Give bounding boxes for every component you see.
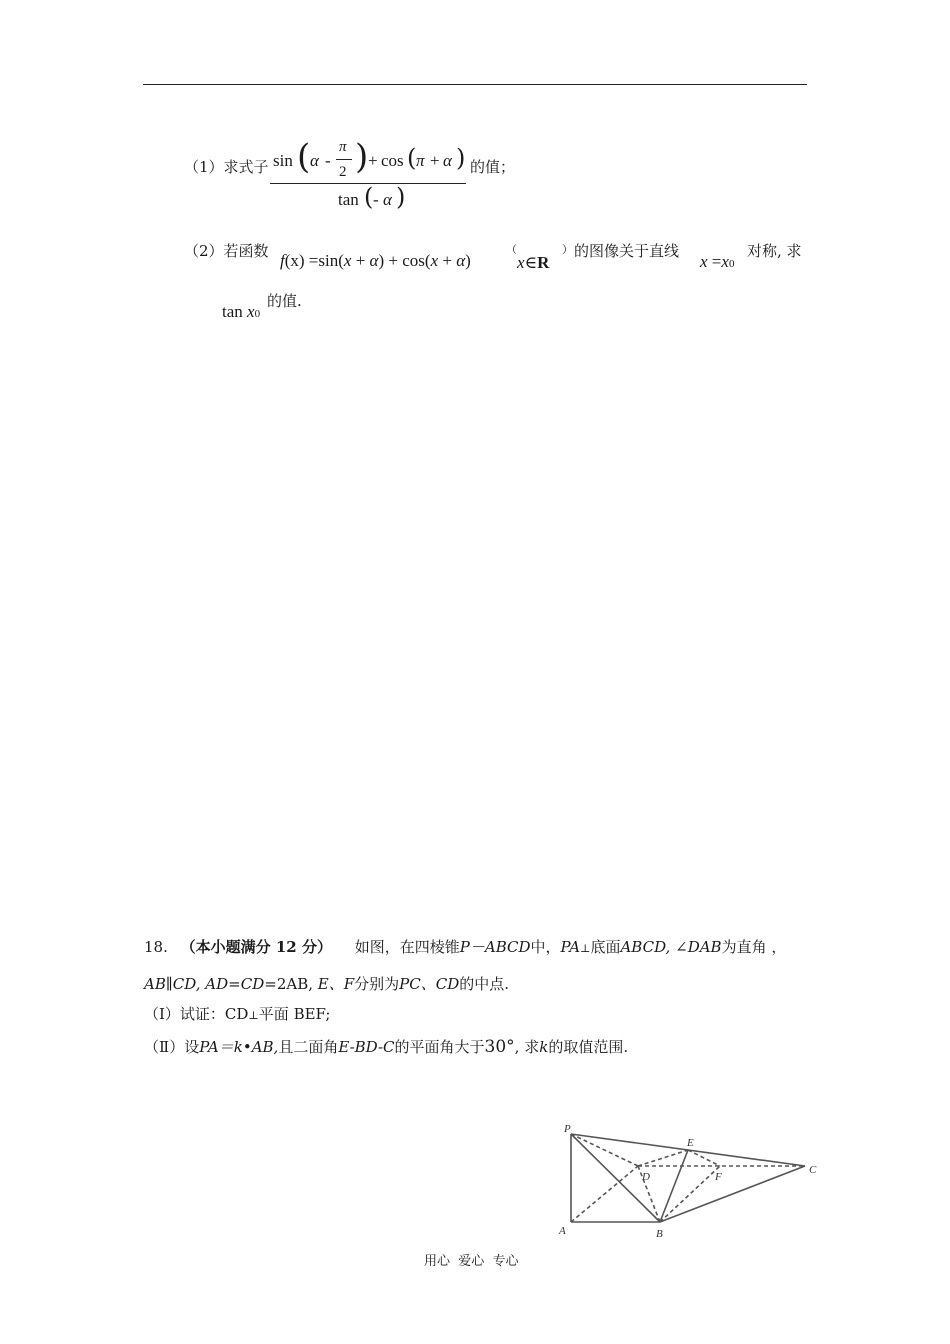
den-lparen: ( bbox=[364, 183, 374, 211]
problem18-q2-k: k bbox=[539, 1038, 549, 1056]
problem18-pa: PA bbox=[560, 938, 581, 956]
problem18-intro: 如图，在四棱锥 bbox=[354, 938, 460, 956]
label-c: C bbox=[809, 1164, 817, 1176]
domain-close: ） bbox=[562, 243, 573, 256]
part1-label: （1）求式子 bbox=[184, 158, 269, 176]
inner-fraction-bar bbox=[336, 159, 352, 160]
symmetry-text: 的图像关于直线 bbox=[574, 242, 680, 260]
den-alpha: α bbox=[383, 190, 392, 209]
label-p: P bbox=[564, 1123, 571, 1135]
num-sin: sin bbox=[273, 151, 293, 170]
problem18-are: 分别为 bbox=[354, 975, 400, 993]
problem18-q1-perp: ⊥ bbox=[248, 1009, 259, 1022]
problem18-pc-cd: PC、CD bbox=[399, 975, 460, 993]
tan-x0 bbox=[222, 303, 260, 320]
edge-bf bbox=[660, 1166, 720, 1222]
symmetry-end: 对称, 求 bbox=[747, 242, 802, 260]
func-x2: x bbox=[430, 251, 439, 270]
num-pi: π bbox=[339, 139, 347, 155]
eq-x0: x bbox=[721, 252, 729, 271]
domain-open: （ bbox=[506, 243, 517, 256]
problem18-q1-text: 平面 BEF; bbox=[258, 1005, 331, 1023]
problem18-q2-pa: PA＝k bbox=[199, 1038, 243, 1056]
problem18-angle: ∠ bbox=[675, 938, 688, 956]
problem18-2ab: 2AB, bbox=[276, 975, 313, 993]
problem18-ef: E、F bbox=[312, 975, 355, 993]
label-d: D bbox=[642, 1171, 650, 1183]
problem18-q2 bbox=[144, 1039, 628, 1056]
problem18-q2-30deg: 30° bbox=[484, 1037, 515, 1057]
problem18-q2-dihedral: 且二面角 bbox=[278, 1038, 339, 1056]
problem18-q2-label: （Ⅱ）设 bbox=[144, 1038, 200, 1056]
domain-expression bbox=[517, 254, 549, 271]
num-cos-rparen: ) bbox=[456, 144, 466, 172]
label-e: E bbox=[687, 1137, 694, 1149]
tan-x0-x: x bbox=[247, 302, 255, 321]
num-cos-plus: + bbox=[430, 151, 440, 170]
num-cos: cos bbox=[381, 151, 404, 170]
edge-ad bbox=[571, 1166, 638, 1222]
problem18-line2 bbox=[144, 977, 509, 992]
problem18-number: 18. bbox=[144, 938, 168, 956]
problem18-perp: ⊥ bbox=[580, 942, 591, 955]
tan-x0-sub: 0 bbox=[254, 308, 261, 320]
problem18-ad-cd: CD, AD=CD= bbox=[172, 975, 277, 993]
problem18-q1-label: （Ⅰ）试证：CD bbox=[144, 1005, 249, 1023]
problem18-base: ABCD, bbox=[620, 938, 671, 956]
func-alpha1: α bbox=[369, 251, 379, 270]
num-alpha: α bbox=[310, 151, 319, 170]
problem18-q2-ebdc: E-BD-C bbox=[338, 1038, 395, 1056]
problem18-line1 bbox=[144, 940, 786, 955]
label-b: B bbox=[656, 1228, 663, 1240]
num-cos-pi: π bbox=[416, 151, 425, 170]
problem18-q2-dot: • bbox=[242, 1038, 252, 1056]
pyramid-figure bbox=[550, 1118, 830, 1243]
problem18-ab: AB bbox=[144, 975, 166, 993]
edge-bc bbox=[660, 1166, 805, 1222]
num-lparen: ( bbox=[297, 137, 311, 177]
problem18-intro2: 中， bbox=[530, 938, 561, 956]
func-x1: x bbox=[343, 251, 352, 270]
func-name: f bbox=[280, 251, 285, 270]
tan-x0-text: 的值. bbox=[267, 292, 302, 310]
den-tan: tan bbox=[338, 190, 359, 209]
problem18-q2-ab: AB, bbox=[251, 1038, 279, 1056]
edge-de bbox=[638, 1150, 688, 1166]
num-cos-alpha: α bbox=[443, 151, 452, 170]
func-alpha2: α bbox=[456, 251, 466, 270]
part1-suffix: 的值； bbox=[470, 158, 516, 176]
problem18-dab: DAB bbox=[687, 938, 722, 956]
problem18-base-text: 底面 bbox=[590, 938, 621, 956]
eq-sub: 0 bbox=[728, 258, 735, 270]
domain-R: R bbox=[537, 253, 550, 272]
num-plus: + bbox=[368, 151, 378, 170]
part2-label: （2）若函数 bbox=[184, 242, 269, 260]
problem18-score: （本小题满分 12 分） bbox=[180, 938, 332, 956]
edge-be bbox=[660, 1150, 688, 1222]
label-a: A bbox=[559, 1225, 566, 1237]
domain-in: ∈ bbox=[524, 253, 538, 272]
problem18-right-angle: 为直角 ， bbox=[721, 938, 787, 956]
func-close1: ) + cos( bbox=[378, 251, 431, 270]
label-f: F bbox=[715, 1171, 722, 1183]
den-rparen: ) bbox=[396, 183, 406, 211]
num-minus: - bbox=[325, 151, 331, 170]
tan-x0-tan: tan bbox=[222, 302, 243, 321]
num-rparen: ) bbox=[355, 137, 369, 177]
domain-x: x bbox=[517, 253, 525, 272]
num-two: 2 bbox=[339, 164, 347, 180]
problem18-q2-range: 的取值范围. bbox=[548, 1038, 629, 1056]
den-minus: - bbox=[373, 190, 379, 209]
func-plus1: + bbox=[351, 251, 370, 270]
symmetry-line-equation bbox=[700, 253, 734, 270]
header-rule bbox=[143, 84, 807, 85]
problem18-midpoints: 的中点. bbox=[459, 975, 509, 993]
eq-sign: = bbox=[707, 252, 722, 271]
func-plus2: + bbox=[438, 251, 457, 270]
page-footer: 用心 爱心 专心 bbox=[424, 1254, 519, 1269]
num-cos-lparen: ( bbox=[407, 144, 417, 172]
fraction-expression bbox=[270, 132, 468, 212]
problem18-q2-find: , 求 bbox=[514, 1038, 540, 1056]
problem18-parallel: ∥ bbox=[165, 975, 173, 993]
problem18-pyramid: P－ABCD bbox=[459, 938, 531, 956]
problem18-q2-angle-text: 的平面角大于 bbox=[394, 1038, 485, 1056]
function-expression bbox=[280, 252, 471, 269]
problem18-q1 bbox=[144, 1007, 330, 1022]
func-close2: ) bbox=[465, 251, 471, 270]
eq-x: x bbox=[700, 252, 708, 271]
func-arg: (x) =sin( bbox=[284, 251, 344, 270]
